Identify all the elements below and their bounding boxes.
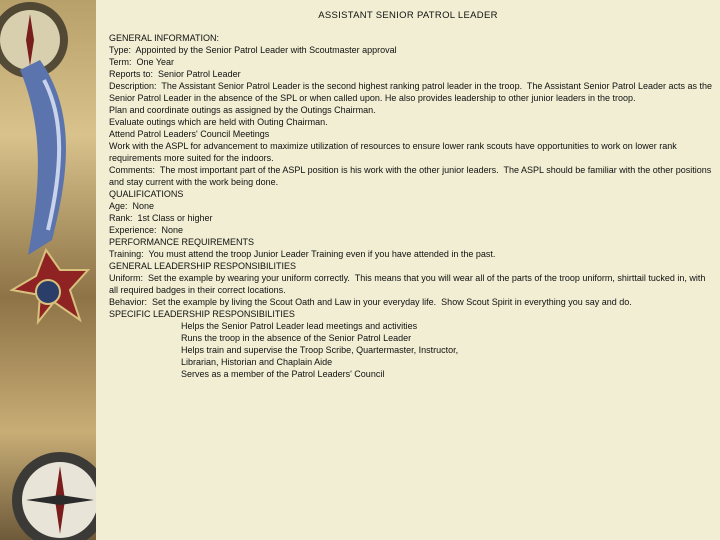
body-line: Description: The Assistant Senior Patrol Leader is the second highest ranking patrol leader in the troop. The Assistant Senior Patrol Leader acts as the Senior Patrol Leader in the absence of the SPL or when called upon. He also provides leadership to other junior leaders in the troop. [109,81,715,103]
body-line: QUALIFICATIONS [109,189,184,199]
body-line: Type: Appointed by the Senior Patrol Leader with Scoutmaster approval [109,45,397,55]
body-line: Experience: None [109,225,184,235]
body-line: Rank: 1st Class or higher [109,213,213,223]
body-line: Attend Patrol Leaders' Council Meetings [109,129,270,139]
body-line: GENERAL LEADERSHIP RESPONSIBILITIES [109,261,297,271]
body-line: Age: None [109,201,155,211]
body-line: Behavior: Set the example by living the Scout Oath and Law in your everyday life. Show Scout Spirit in everything you say and do. [109,297,632,307]
body-line: Reports to: Senior Patrol Leader [109,69,241,79]
body-line: PERFORMANCE REQUIREMENTS [109,237,255,247]
slide-body [109,32,713,380]
body-line: Runs the troop in the absence of the Senior Patrol Leader [181,333,412,343]
body-line: Uniform: Set the example by wearing your uniform correctly. This means that you will wear all of the parts of the troop uniform, shirttail tucked in, with all required badges in their correct locations. [109,273,708,295]
body-line: Comments: The most important part of the ASPL position is his work with the other junior leaders. The ASPL should be familiar with the other positions and stay current with the work being done. [109,165,714,187]
body-line: Librarian, Historian and Chaplain Aide [181,357,333,367]
body-line: Helps the Senior Patrol Leader lead meetings and activities [181,321,418,331]
body-line: Term: One Year [109,57,175,67]
body-line: Serves as a member of the Patrol Leaders' Council [181,369,385,379]
body-line: Training: You must attend the troop Junior Leader Training even if you have attended in the past. [109,249,496,259]
body-line: SPECIFIC LEADERSHIP RESPONSIBILITIES [109,309,295,319]
medal-illustration [0,0,96,540]
body-line: Work with the ASPL for advancement to maximize utilization of resources to ensure lower rank scouts have opportunities to work on lower rank requirements more suited for the indoors. [109,141,680,163]
slide-title: ASSISTANT SENIOR PATROL LEADER [318,10,498,21]
body-line: Plan and coordinate outings as assigned by the Outings Chairman. [109,105,376,115]
body-line: Helps train and supervise the Troop Scribe, Quartermaster, Instructor, [181,345,459,355]
body-line: GENERAL INFORMATION: [109,33,220,43]
body-line: Evaluate outings which are held with Outing Chairman. [109,117,328,127]
scouting-medal-image [0,0,96,540]
content-slide [96,0,720,540]
